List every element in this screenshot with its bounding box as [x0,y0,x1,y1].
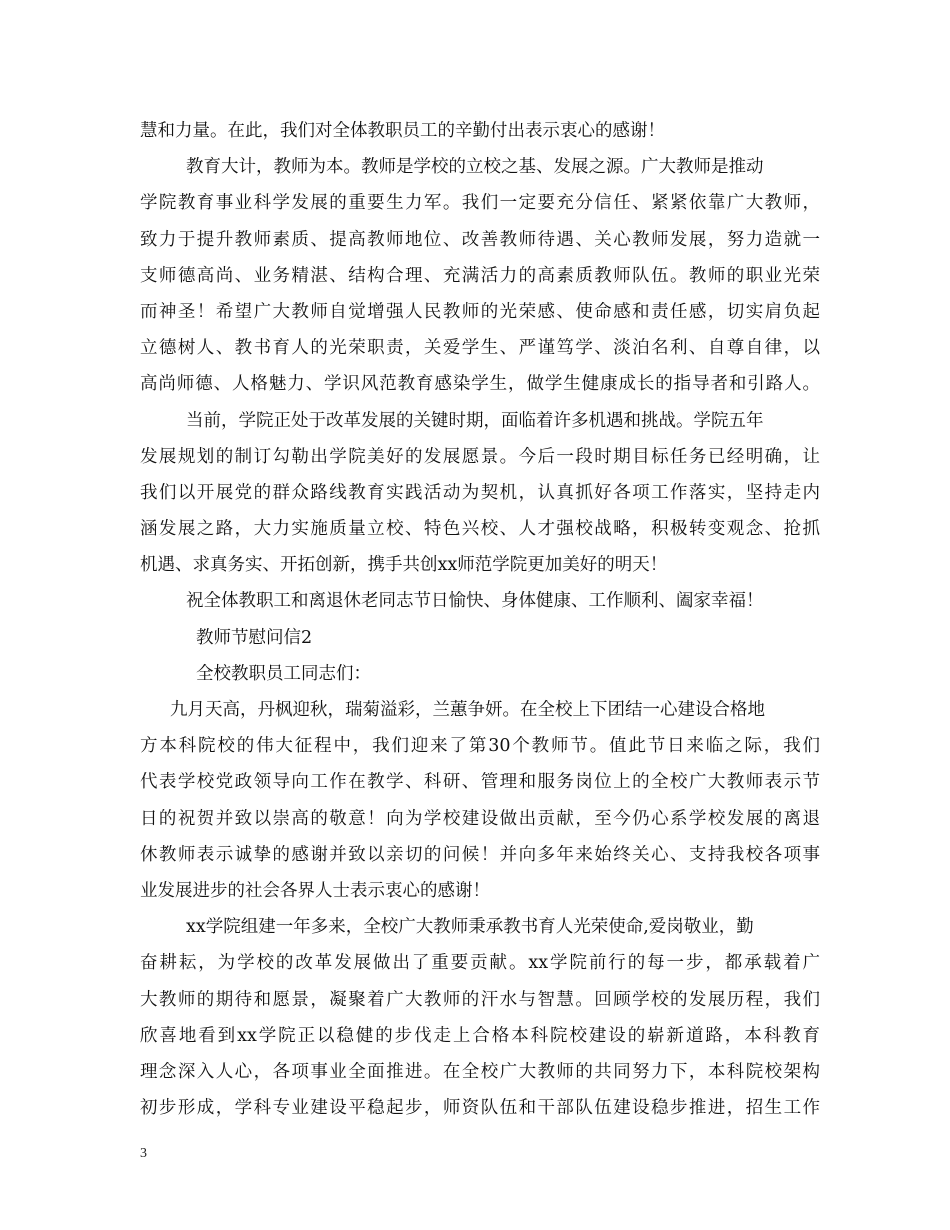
text-line: 初步形成，学科专业建设平稳起步，师资队伍和干部队伍建设稳步推进，招生工作 [140,1098,820,1119]
text-line: 理念深入人心，各项事业全面推进。在全校广大教师的共同努力下，本科院校架构 [140,1061,820,1082]
text-line: 祝全体教职工和离退休老同志节日愉快、身体健康、工作顺利、阖家幸福！ [186,591,764,612]
text-line: 当前，学院正处于改革发展的关键时期，面临着许多机遇和挑战。学院五年 [186,410,764,431]
text-line: 九月天高，丹枫迎秋，瑞菊溢彩，兰蕙争妍。在全校上下团结一心建设合格地 [170,700,765,720]
text-line: 学院教育事业科学发展的重要生力军。我们一定要充分信任、紧紧依靠广大教师， [140,193,820,214]
text-line: 慧和力量。在此，我们对全体教职员工的辛勤付出表示衷心的感谢！ [140,121,665,141]
letter-heading: 教师节慰问信2 [196,627,313,648]
text-line: 高尚师德、人格魅力、学识风范教育感染学生，做学生健康成长的指导者和引路人。 [140,374,820,395]
text-line: 我们以开展党的群众路线教育实践活动为契机，认真抓好各项工作落实，坚持走内 [140,482,820,503]
text-line: xx学院组建一年多来，全校广大教师秉承教书育人光荣使命,爱岗敬业，勤 [186,917,754,938]
document-body [140,113,820,1126]
page-number: 3 [140,1146,147,1161]
text-line: 发展规划的制订勾勒出学院美好的发展愿景。今后一段时期目标任务已经明确，让 [140,446,820,467]
text-line: 业发展进步的社会各界人士表示衷心的感谢！ [140,880,490,901]
text-line: 涵发展之路，大力实施质量立校、特色兴校、人才强校战略，积极转变观念、抢抓 [140,519,820,540]
text-line: 而神圣！希望广大教师自觉增强人民教师的光荣感、使命感和责任感，切实肩负起 [140,301,820,322]
text-line: 教育大计，教师为本。教师是学校的立校之基、发展之源。广大教师是推动 [186,157,764,178]
text-line: 欣喜地看到xx学院正以稳健的步伐走上合格本科院校建设的崭新道路，本科教育 [140,1025,820,1046]
salutation: 全校教职员工同志们： [196,663,371,684]
text-line: 大教师的期待和愿景，凝聚着广大教师的汗水与智慧。回顾学校的发展历程，我们 [140,989,820,1010]
text-line: 立德树人、教书育人的光荣职责，关爱学生、严谨笃学、淡泊名利、自尊自律，以 [140,338,820,359]
text-line: 休教师表示诚挚的感谢并致以亲切的问候！并向多年来始终关心、支持我校各项事 [140,844,820,865]
text-line: 支师德高尚、业务精湛、结构合理、充满活力的高素质教师队伍。教师的职业光荣 [140,265,820,286]
text-line: 机遇、求真务实、开拓创新，携手共创xx师范学院更加美好的明天！ [140,555,668,576]
text-line: 奋耕耘，为学校的改革发展做出了重要贡献。xx学院前行的每一步，都承载着广 [140,953,820,974]
text-line: 致力于提升教师素质、提高教师地位、改善教师待遇、关心教师发展，努力造就一 [140,229,820,250]
text-line: 代表学校党政领导向工作在教学、科研、管理和服务岗位上的全校广大教师表示节 [140,772,820,793]
text-line: 日的祝贺并致以崇高的敬意！向为学校建设做出贡献，至今仍心系学校发展的离退 [140,808,820,829]
text-line: 方本科院校的伟大征程中，我们迎来了第30个教师节。值此节日来临之际，我们 [140,736,820,757]
